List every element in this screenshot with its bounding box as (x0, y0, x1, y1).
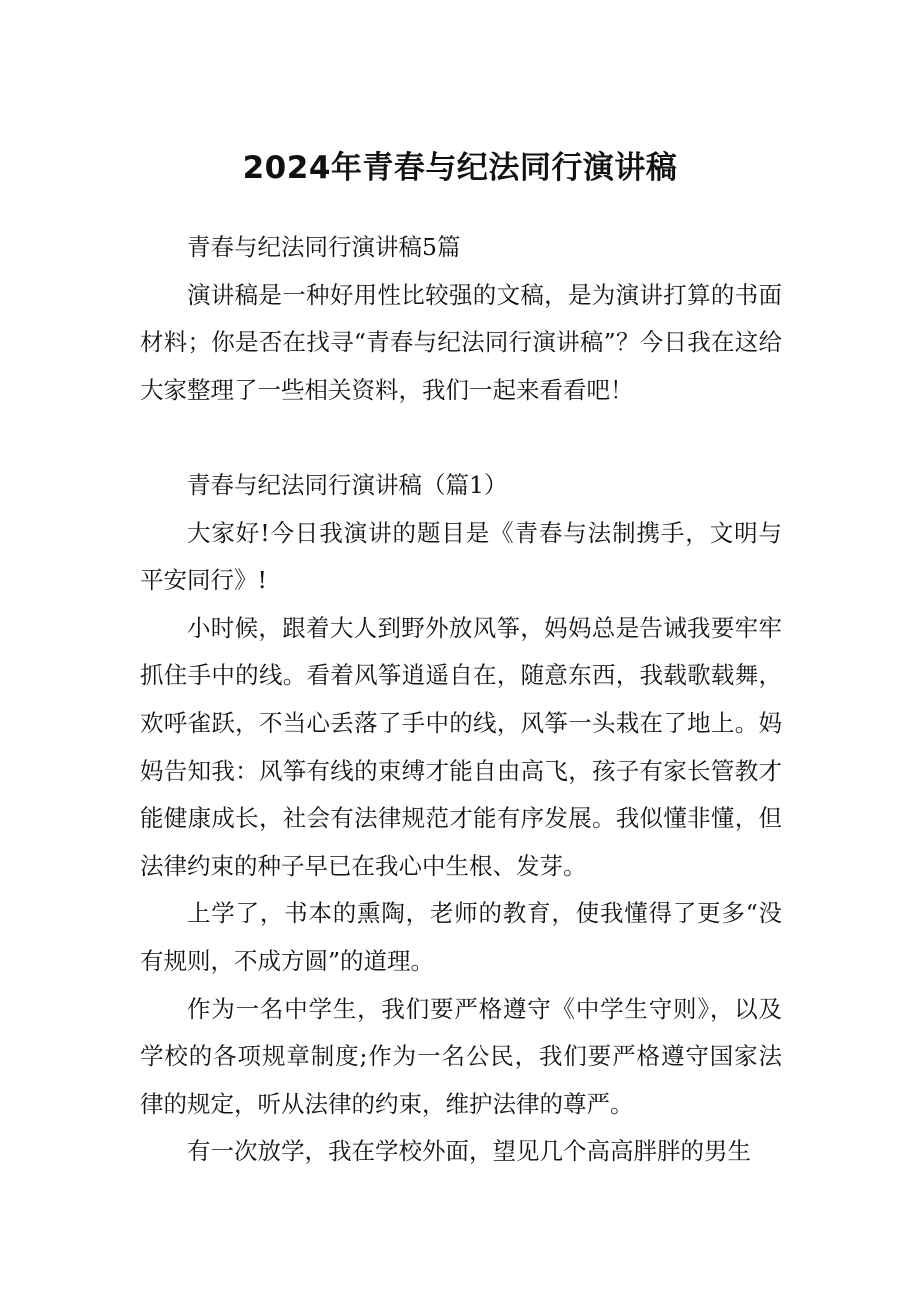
body-paragraph: 大家好!今日我演讲的题目是《青春与法制携手，文明与平安同行》! (140, 518, 782, 595)
document-title: 2024年青春与纪法同行演讲稿 (242, 150, 678, 186)
paragraph-spacer (140, 414, 782, 462)
body-paragraph: 小时候，跟着大人到野外放风筝，妈妈总是告诫我要牢牢抓住手中的线。看着风筝逍遥自在，随意东西，我载歌载舞，欢呼雀跃，不当心丢落了手中的线，风筝一头栽在了地上。妈妈告知我：风筝有线的束缚才能自由高飞，孩子有家长管教才能健康成长，社会有法律规范才能有序发展。我似懂非懂，但法律约束的种子早已在我心中生根、发芽。 (140, 613, 782, 880)
body-paragraph: 有一次放学，我在学校外面，望见几个高高胖胖的男生 (187, 1137, 751, 1166)
subtitle-paragraph: 青春与纪法同行演讲稿5篇 (187, 233, 461, 261)
body-paragraph: 上学了，书本的熏陶，老师的教育，使我懂得了更多“没有规则，不成方圆”的道理。 (140, 899, 782, 975)
document-body (140, 224, 782, 1176)
section-heading: 青春与纪法同行演讲稿（篇1） (187, 470, 508, 499)
intro-paragraph: 演讲稿是一种好用性比较强的文稿，是为演讲打算的书面材料；你是否在找寻“青春与纪法同行演讲稿”？今日我在这给大家整理了一些相关资料，我们一起来看看吧！ (140, 280, 782, 404)
body-paragraph: 作为一名中学生，我们要严格遵守《中学生守则》，以及学校的各项规章制度;作为一名公民，我们要严格遵守国家法律的规定，听从法律的约束，维护法律的尊严。 (140, 994, 782, 1118)
